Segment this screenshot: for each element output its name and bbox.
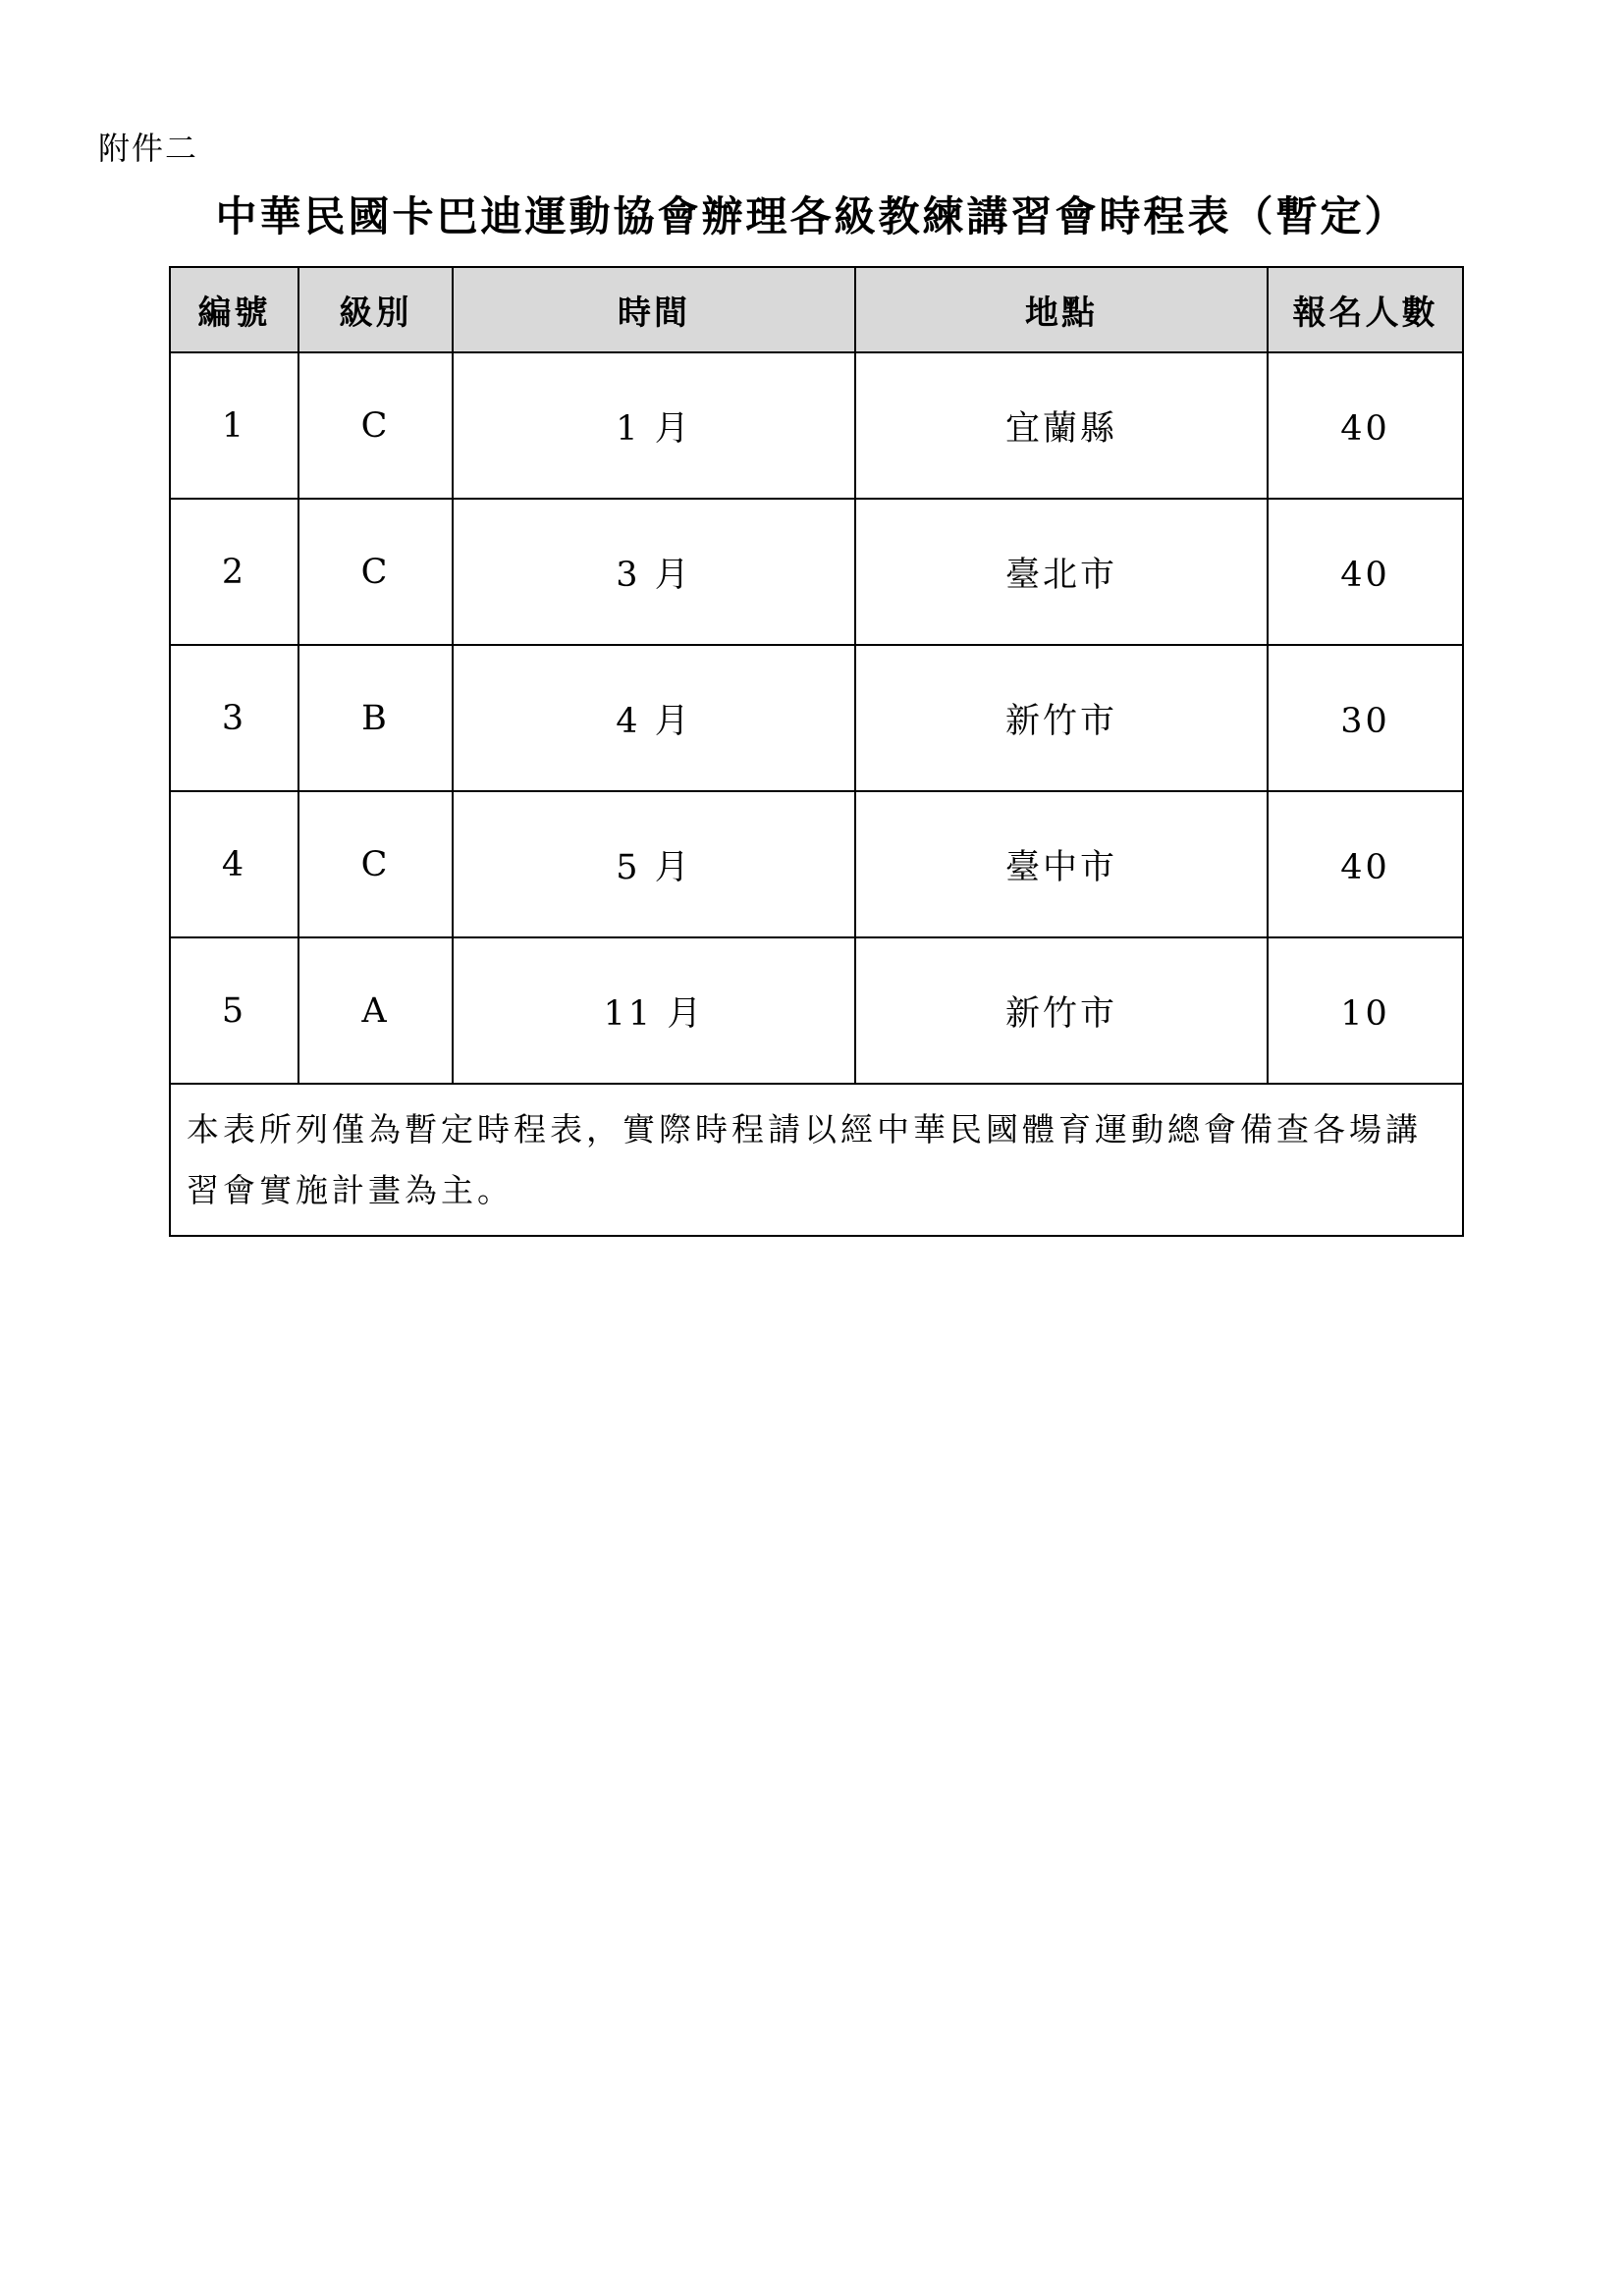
cell-level: C [298,499,453,645]
table-row [170,645,1463,791]
cell-time: 3 月 [453,499,855,645]
cell-level: B [298,645,453,791]
header-no: 編號 [170,267,298,352]
table-row [170,352,1463,499]
cell-level: C [298,352,453,499]
header-location: 地點 [855,267,1268,352]
table-row [170,499,1463,645]
schedule-table [169,266,1464,1237]
cell-count: 40 [1268,352,1463,499]
attachment-label: 附件二 [98,130,199,167]
cell-no: 4 [170,791,298,937]
cell-count: 40 [1268,499,1463,645]
header-count: 報名人數 [1268,267,1463,352]
cell-no: 5 [170,937,298,1084]
cell-no: 2 [170,499,298,645]
cell-time: 1 月 [453,352,855,499]
cell-time: 5 月 [453,791,855,937]
table-header-row [170,267,1463,352]
header-time: 時間 [453,267,855,352]
table-note-row [170,1084,1463,1236]
page-title: 中華民國卡巴迪運動協會辦理各級教練講習會時程表（暫定） [215,192,1409,240]
cell-location: 臺中市 [855,791,1268,937]
cell-location: 臺北市 [855,499,1268,645]
header-level: 級別 [298,267,453,352]
cell-location: 新竹市 [855,937,1268,1084]
table-note: 本表所列僅為暫定時程表，實際時程請以經中華民國體育運動總會備查各場講習會實施計畫為主。 [170,1084,1463,1236]
cell-no: 3 [170,645,298,791]
cell-no: 1 [170,352,298,499]
cell-time: 4 月 [453,645,855,791]
cell-location: 宜蘭縣 [855,352,1268,499]
table-row [170,937,1463,1084]
cell-count: 40 [1268,791,1463,937]
cell-time: 11 月 [453,937,855,1084]
cell-location: 新竹市 [855,645,1268,791]
table-row [170,791,1463,937]
cell-count: 30 [1268,645,1463,791]
cell-level: A [298,937,453,1084]
cell-count: 10 [1268,937,1463,1084]
cell-level: C [298,791,453,937]
